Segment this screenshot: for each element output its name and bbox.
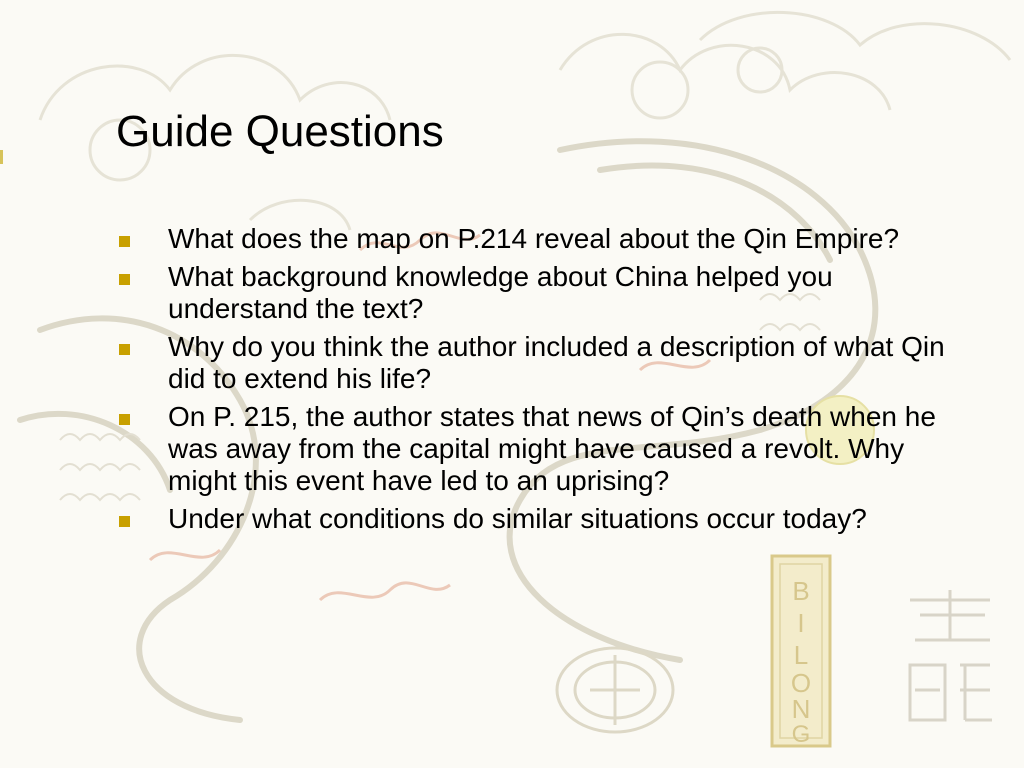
svg-text:I: I [797,608,805,638]
bullet-text: What does the map on P.214 reveal about the Qin Empire? [168,223,900,254]
name-banner [772,556,830,748]
svg-text:L: L [793,640,809,670]
coin-medallion [557,648,673,732]
list-item [116,503,956,535]
svg-text:N: N [791,694,811,724]
guide-questions-list [116,223,956,541]
bullet-text: On P. 215, the author states that news of Qin’s death when he was away from the capital might have caused a revolt. Why might this event have led to an uprising? [168,401,936,496]
list-item [116,401,956,497]
bullet-text: Under what conditions do similar situations occur today? [168,503,867,534]
square-bullet-icon [119,236,130,247]
svg-text:G: G [791,721,811,748]
slide-title: Guide Questions [116,107,444,156]
svg-text:O: O [790,668,812,698]
square-bullet-icon [119,344,130,355]
square-bullet-icon [119,414,130,425]
svg-text:B: B [792,576,810,606]
list-item [116,223,956,255]
square-bullet-icon [119,274,130,285]
list-item [116,331,956,395]
seal-glyphs [910,590,992,720]
bullet-text: Why do you think the author included a description of what Qin did to extend his life? [168,331,945,394]
bullet-text: What background knowledge about China helped you understand the text? [168,261,833,324]
square-bullet-icon [119,516,130,527]
edge-accent-mark [0,150,3,164]
list-item [116,261,956,325]
